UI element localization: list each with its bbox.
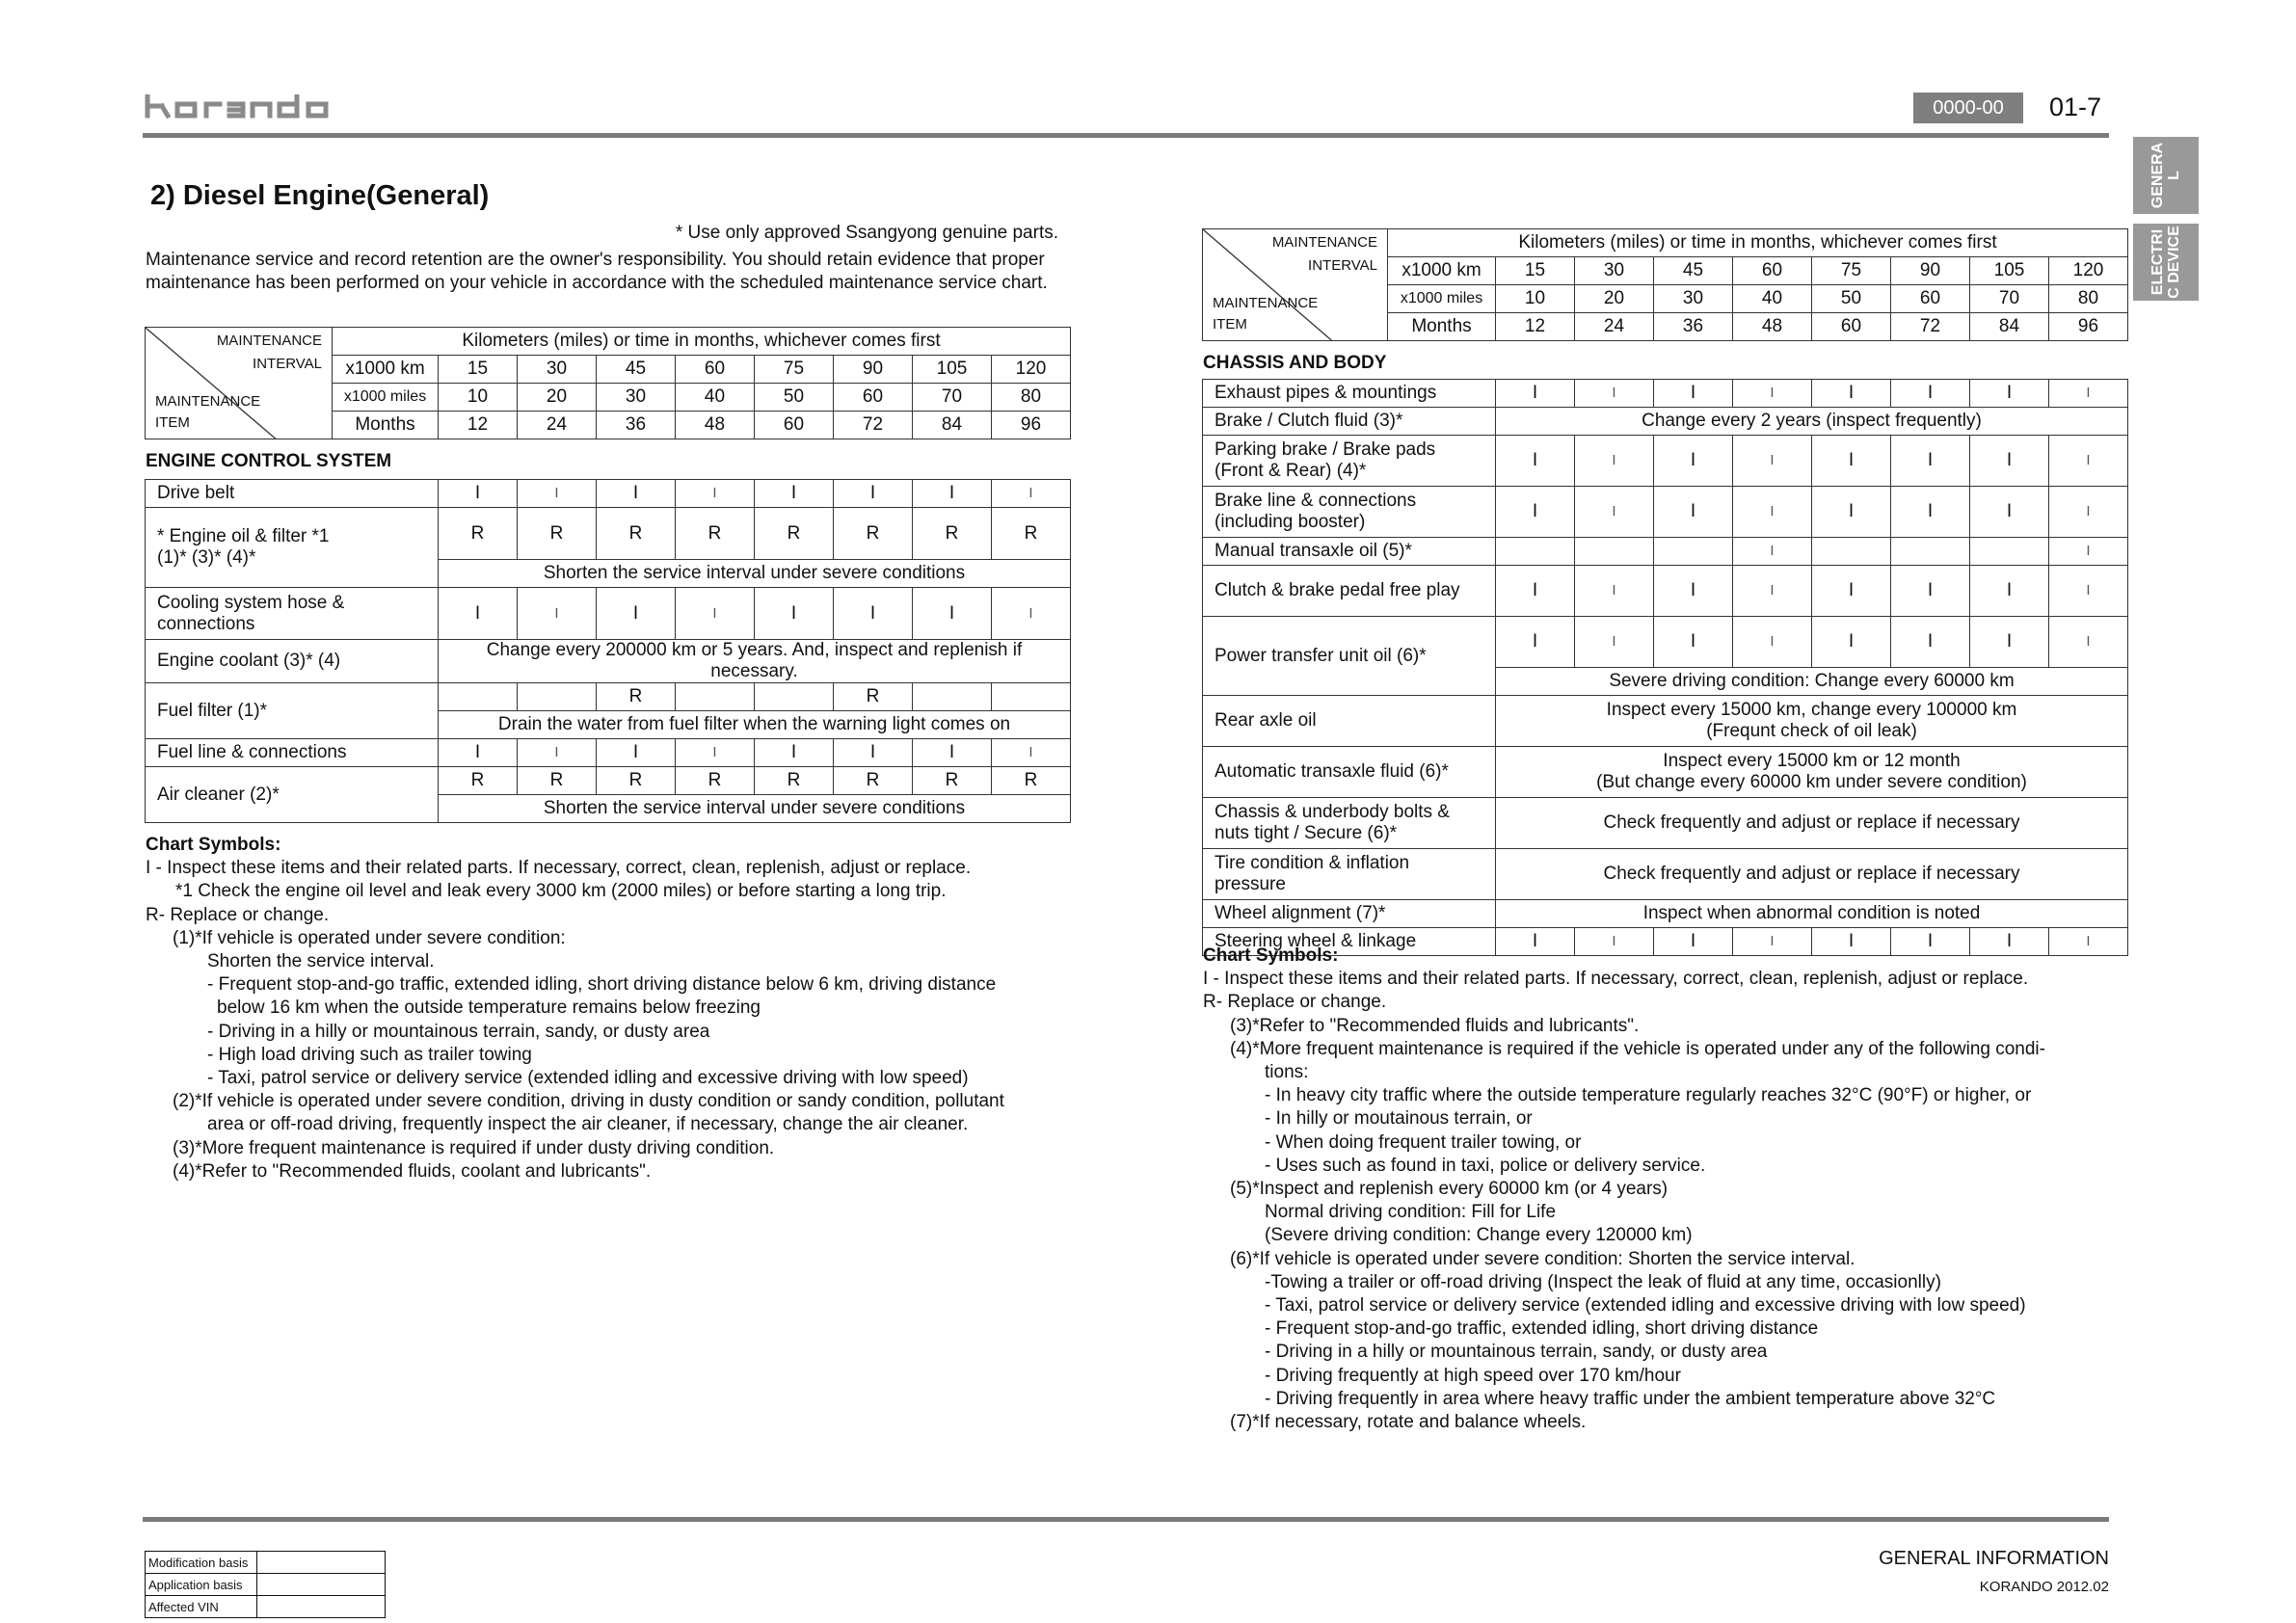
schedule-cell (1891, 538, 1970, 566)
genuine-parts-note: * Use only approved Ssangyong genuine parts. (675, 223, 1058, 243)
schedule-cell: I (1575, 617, 1654, 668)
chart-symbol-line: - Driving in a hilly or mountainous terrain, sandy, or dusty area (1265, 1342, 1768, 1363)
schedule-item-label: Brake / Clutch fluid (3)* (1203, 408, 1496, 436)
schedule-item-label: Tire condition & inflation pressure (1203, 849, 1496, 900)
schedule-cell: I (1970, 566, 2049, 617)
chart-symbol-line: Shorten the service interval. (207, 951, 435, 972)
doc-code-badge: 0000-00 (1913, 93, 2023, 123)
application-basis-value (257, 1574, 386, 1596)
interval-months-value: 84 (1970, 313, 2049, 341)
interval-label-months: Months (333, 412, 439, 439)
interval-months-value: 84 (913, 412, 992, 439)
interval-months-value: 60 (1812, 313, 1891, 341)
chart-symbol-line: - Driving frequently in area where heavy traffic under the ambient temperature above 32°C (1265, 1388, 1996, 1409)
schedule-cell: I (992, 588, 1071, 640)
schedule-cell: I (913, 739, 992, 767)
schedule-cell: I (1891, 380, 1970, 408)
interval-miles-value: 30 (597, 384, 676, 412)
schedule-cell: I (1970, 617, 2049, 668)
schedule-cell: R (676, 508, 755, 560)
chart-symbol-line: - High load driving such as trailer towing (207, 1044, 532, 1065)
chart-symbol-line: -Towing a trailer or off-road driving (Inspect the leak of fluid at any time, occasionlly) (1265, 1271, 1941, 1292)
chassis-and-body-heading: CHASSIS AND BODY (1203, 353, 1387, 373)
page-number: 01-7 (2049, 93, 2102, 121)
chart-symbol-line: I - Inspect these items and their related parts. If necessary, correct, clean, replenish, adjust or replace. (146, 858, 972, 879)
schedule-cell (1496, 538, 1575, 566)
schedule-cell: I (439, 739, 518, 767)
schedule-row-note: Shorten the service interval under severe conditions (439, 795, 1071, 823)
interval-miles-value: 40 (676, 384, 755, 412)
schedule-row (146, 640, 1071, 683)
schedule-cell: I (913, 588, 992, 640)
schedule-row (1203, 849, 2128, 900)
schedule-item-label: Fuel line & connections (146, 739, 439, 767)
schedule-cell: I (1496, 436, 1575, 487)
schedule-cell: I (1970, 928, 2049, 956)
chart-symbol-line: (1)*If vehicle is operated under severe condition: (173, 927, 566, 948)
maintenance-interval-diagonal-cell (146, 328, 333, 439)
schedule-cell: R (913, 767, 992, 795)
schedule-cell: R (755, 767, 834, 795)
interval-km-value: 90 (1891, 257, 1970, 285)
schedule-cell: I (2049, 617, 2128, 668)
chart-symbol-line: - Taxi, patrol service or delivery service (extended idling and excessive driving with low speed) (207, 1068, 969, 1089)
header-rule (143, 133, 2109, 138)
interval-caption-row (1203, 229, 2128, 257)
schedule-cell: I (2049, 566, 2128, 617)
interval-miles-value: 80 (992, 384, 1071, 412)
schedule-row (1203, 566, 2128, 617)
schedule-cell: I (1891, 487, 1970, 538)
interval-km-value: 60 (1733, 257, 1812, 285)
schedule-cell: I (1496, 617, 1575, 668)
interval-miles-value: 20 (518, 384, 597, 412)
interval-months-value: 72 (834, 412, 913, 439)
schedule-item-label: Rear axle oil (1203, 696, 1496, 747)
korando-logo (145, 94, 361, 120)
schedule-cell: I (439, 588, 518, 640)
schedule-item-label: Parking brake / Brake pads (Front & Rear) (4)* (1203, 436, 1496, 487)
interval-months-value: 24 (1575, 313, 1654, 341)
chart-symbol-line: - Taxi, patrol service or delivery service (extended idling and excessive driving with low speed) (1265, 1295, 2026, 1317)
chart-symbol-line: - Frequent stop-and-go traffic, extended idling, short driving distance below 6 km, driving distance (207, 974, 997, 996)
chart-symbol-line: - Frequent stop-and-go traffic, extended idling, short driving distance (1265, 1318, 1819, 1340)
schedule-item-label: Exhaust pipes & mountings (1203, 380, 1496, 408)
schedule-cell: I (597, 588, 676, 640)
schedule-cell: R (676, 767, 755, 795)
interval-label-months: Months (1388, 313, 1496, 341)
schedule-cell: R (834, 508, 913, 560)
schedule-cell: I (2049, 928, 2128, 956)
chart-symbol-line: area or off-road driving, frequently inspect the air cleaner, if necessary, change the air cleaner. (207, 1114, 969, 1135)
interval-months-value: 12 (439, 412, 518, 439)
interval-months-value: 36 (597, 412, 676, 439)
diag-maintenance-label: MAINTENANCE (216, 333, 322, 349)
schedule-item-label: Manual transaxle oil (5)* (1203, 538, 1496, 566)
schedule-cell: R (518, 508, 597, 560)
schedule-cell: I (1812, 617, 1891, 668)
schedule-cell: I (1496, 487, 1575, 538)
diag-item-label: ITEM (155, 414, 190, 431)
chart-symbol-line: - Driving in a hilly or mountainous terrain, sandy, or dusty area (207, 1021, 710, 1042)
schedule-row-note: Shorten the service interval under severe conditions (439, 560, 1071, 588)
footer-title: GENERAL INFORMATION (1879, 1548, 2109, 1569)
interval-miles-value: 80 (2049, 285, 2128, 313)
schedule-cell: I (597, 739, 676, 767)
schedule-cell: I (2049, 487, 2128, 538)
schedule-cell: R (992, 508, 1071, 560)
schedule-cell: I (1891, 436, 1970, 487)
chassis-body-table (1202, 379, 2128, 956)
diag-maintenance-item-label: MAINTENANCE (1213, 295, 1319, 311)
schedule-row (1203, 747, 2128, 798)
schedule-cell: I (834, 739, 913, 767)
chart-symbol-line: Normal driving condition: Fill for Life (1265, 1202, 1557, 1223)
footer-rule (143, 1517, 2109, 1522)
affected-vin-label: Affected VIN (146, 1596, 257, 1618)
interval-km-value: 30 (1575, 257, 1654, 285)
interval-miles-value: 70 (1970, 285, 2049, 313)
interval-miles-value: 30 (1654, 285, 1733, 313)
left-interval-header-table (145, 327, 1071, 467)
schedule-row (1203, 436, 2128, 487)
schedule-cell: I (755, 588, 834, 640)
chart-symbol-line: - Driving frequently at high speed over 170 km/hour (1265, 1365, 1681, 1386)
schedule-cell: I (913, 480, 992, 508)
schedule-cell: I (2049, 436, 2128, 487)
schedule-cell: R (518, 767, 597, 795)
interval-months-value: 48 (1733, 313, 1812, 341)
interval-miles-value: 60 (1891, 285, 1970, 313)
schedule-cell: I (1733, 566, 1812, 617)
schedule-row (1203, 696, 2128, 747)
interval-label-miles: x1000 miles (1388, 285, 1496, 313)
schedule-cell (755, 683, 834, 711)
schedule-cell: I (1654, 436, 1733, 487)
schedule-item-label: Steering wheel & linkage (1203, 928, 1496, 956)
schedule-cell: R (597, 767, 676, 795)
affected-vin-value (257, 1596, 386, 1618)
schedule-cell: I (1654, 380, 1733, 408)
chart-symbol-line: Chart Symbols: (146, 835, 281, 855)
interval-months-value: 72 (1891, 313, 1970, 341)
side-tab-general-label: GENERA L (2149, 142, 2182, 209)
side-tab-electric-label: ELECTRI C DEVICE (2149, 226, 2182, 299)
schedule-cell: R (439, 767, 518, 795)
interval-km-value: 15 (1496, 257, 1575, 285)
schedule-row (1203, 380, 2128, 408)
schedule-cell: I (1654, 617, 1733, 668)
interval-km-value: 105 (913, 356, 992, 384)
schedule-row-note: Severe driving condition: Change every 60000 km (1496, 668, 2128, 696)
interval-km-value: 30 (518, 356, 597, 384)
chart-symbol-line: (6)*If vehicle is operated under severe condition: Shorten the service interval. (1230, 1248, 1855, 1269)
schedule-item-label: Air cleaner (2)* (146, 767, 439, 823)
interval-label-miles: x1000 miles (333, 384, 439, 412)
schedule-item-label: Wheel alignment (7)* (1203, 900, 1496, 928)
interval-label-km: x1000 km (333, 356, 439, 384)
section-title: 2) Diesel Engine(General) (150, 180, 490, 211)
schedule-cell: I (1970, 380, 2049, 408)
schedule-cell: I (1575, 436, 1654, 487)
side-tab-electric-device[interactable] (2133, 224, 2199, 301)
interval-months-value: 48 (676, 412, 755, 439)
schedule-cell: R (439, 508, 518, 560)
schedule-cell: I (755, 480, 834, 508)
interval-months-value: 24 (518, 412, 597, 439)
interval-miles-value: 60 (834, 384, 913, 412)
modification-table (145, 1551, 386, 1618)
schedule-row (1203, 487, 2128, 538)
schedule-cell: I (2049, 380, 2128, 408)
diag-interval-label: INTERVAL (253, 356, 322, 372)
application-basis-label: Application basis (146, 1574, 257, 1596)
schedule-row-note: Drain the water from fuel filter when the warning light comes on (439, 711, 1071, 739)
schedule-row (1203, 798, 2128, 849)
schedule-cell: I (676, 739, 755, 767)
schedule-row (146, 508, 1071, 560)
interval-months-value: 36 (1654, 313, 1733, 341)
interval-km-value: 75 (1812, 257, 1891, 285)
footer-model: KORANDO 2012.02 (1979, 1579, 2109, 1595)
schedule-cell: I (992, 739, 1071, 767)
schedule-item-label: Brake line & connections (including booster) (1203, 487, 1496, 538)
left-chart-symbols (146, 834, 1004, 1184)
schedule-row (146, 739, 1071, 767)
schedule-row (1203, 538, 2128, 566)
chart-symbol-line: - In hilly or moutainous terrain, or (1265, 1108, 1533, 1130)
right-chart-symbols (1203, 945, 2045, 1434)
schedule-item-label: Fuel filter (1)* (146, 683, 439, 739)
chart-symbol-line: R- Replace or change. (146, 904, 330, 925)
interval-miles-value: 20 (1575, 285, 1654, 313)
interval-months-value: 12 (1496, 313, 1575, 341)
schedule-cell: I (755, 739, 834, 767)
schedule-item-label: Engine coolant (3)* (4) (146, 640, 439, 683)
schedule-cell: I (518, 739, 597, 767)
interval-miles-value: 40 (1733, 285, 1812, 313)
interval-miles-value: 10 (1496, 285, 1575, 313)
chart-symbol-line: (4)*More frequent maintenance is required if the vehicle is operated under any of the following condi- (1230, 1038, 2045, 1059)
schedule-cell: I (439, 480, 518, 508)
intro-paragraph: Maintenance service and record retention are the owner's responsibility. You should retain evidence that proper maintenance has been performed on your vehicle in accordance with the scheduled maintenance service chart. (146, 250, 1048, 293)
schedule-cell (1970, 538, 2049, 566)
schedule-cell (992, 683, 1071, 711)
schedule-cell (439, 683, 518, 711)
schedule-cell: I (1733, 928, 1812, 956)
chart-symbol-line: R- Replace or change. (1203, 992, 1387, 1013)
chart-symbol-line: - In heavy city traffic where the outside temperature regularly reaches 32°C (90°F) or higher, or (1265, 1085, 2032, 1106)
schedule-cell (676, 683, 755, 711)
schedule-cell: I (676, 588, 755, 640)
chart-symbol-line: *1 Check the engine oil level and leak every 3000 km (2000 miles) or before starting a long trip. (175, 881, 947, 902)
schedule-cell: R (834, 683, 913, 711)
chart-symbol-line: I - Inspect these items and their related parts. If necessary, correct, clean, replenish, adjust or replace. (1203, 969, 2029, 990)
interval-caption: Kilometers (miles) or time in months, whichever comes first (333, 328, 1071, 356)
schedule-cell: I (1654, 566, 1733, 617)
interval-km-value: 120 (2049, 257, 2128, 285)
schedule-cell (1575, 538, 1654, 566)
side-tab-general[interactable] (2133, 137, 2199, 214)
chart-symbol-line: - When doing frequent trailer towing, or (1265, 1131, 1582, 1153)
schedule-cell: I (518, 480, 597, 508)
schedule-cell: I (1654, 928, 1733, 956)
interval-label-km: x1000 km (1388, 257, 1496, 285)
schedule-cell: I (1812, 436, 1891, 487)
diag-item-label: ITEM (1213, 316, 1247, 333)
schedule-span-note: Change every 2 years (inspect frequently) (1496, 408, 2128, 436)
interval-km-value: 60 (676, 356, 755, 384)
schedule-cell: R (597, 683, 676, 711)
schedule-span-note: Inspect every 15000 km or 12 month (But change every 60000 km under severe condition) (1496, 747, 2128, 798)
chart-symbol-line: Chart Symbols: (1203, 945, 1339, 966)
schedule-span-note: Inspect every 15000 km, change every 100000 km (Frequnt check of oil leak) (1496, 696, 2128, 747)
schedule-cell: I (1970, 487, 2049, 538)
schedule-span-note: Change every 200000 km or 5 years. And, inspect and replenish if necessary. (439, 640, 1071, 683)
modification-basis-label: Modification basis (146, 1552, 257, 1574)
schedule-cell: I (1496, 380, 1575, 408)
interval-caption: Kilometers (miles) or time in months, whichever comes first (1388, 229, 2128, 257)
schedule-row (1203, 408, 2128, 436)
schedule-cell: I (676, 480, 755, 508)
schedule-cell: I (1970, 436, 2049, 487)
schedule-cell: I (518, 588, 597, 640)
schedule-row (146, 480, 1071, 508)
schedule-cell: I (2049, 538, 2128, 566)
schedule-item-label: Chassis & underbody bolts & nuts tight / Secure (6)* (1203, 798, 1496, 849)
schedule-cell: I (834, 588, 913, 640)
schedule-cell: I (1891, 617, 1970, 668)
interval-miles-value: 70 (913, 384, 992, 412)
interval-km-value: 90 (834, 356, 913, 384)
maintenance-interval-diagonal-cell (1203, 229, 1388, 341)
schedule-cell: I (1575, 380, 1654, 408)
schedule-cell: I (834, 480, 913, 508)
schedule-cell: I (1891, 566, 1970, 617)
right-interval-header-table (1202, 228, 2128, 369)
schedule-cell: R (755, 508, 834, 560)
schedule-cell (1654, 538, 1733, 566)
schedule-cell: I (1891, 928, 1970, 956)
schedule-cell: I (1496, 928, 1575, 956)
schedule-cell (1812, 538, 1891, 566)
schedule-cell: I (1496, 566, 1575, 617)
schedule-cell: I (1575, 566, 1654, 617)
schedule-row (1203, 900, 2128, 928)
chart-symbol-line: (3)*Refer to "Recommended fluids and lubricants". (1230, 1015, 1640, 1036)
chart-symbol-line: tions: (1265, 1062, 1309, 1083)
chart-symbol-line: (3)*More frequent maintenance is required if under dusty driving condition. (173, 1137, 775, 1158)
schedule-cell: I (1733, 617, 1812, 668)
interval-km-value: 105 (1970, 257, 2049, 285)
schedule-cell: I (1575, 928, 1654, 956)
schedule-item-label: Cooling system hose & connections (146, 588, 439, 640)
schedule-cell: R (992, 767, 1071, 795)
schedule-item-label: Clutch & brake pedal free play (1203, 566, 1496, 617)
interval-km-value: 45 (1654, 257, 1733, 285)
chart-symbol-line: below 16 km when the outside temperature remains below freezing (217, 998, 761, 1019)
schedule-cell: R (834, 767, 913, 795)
diag-maintenance-item-label: MAINTENANCE (155, 393, 261, 410)
chart-symbol-line: (7)*If necessary, rotate and balance wheels. (1230, 1412, 1587, 1433)
schedule-cell: I (597, 480, 676, 508)
schedule-cell: I (1733, 380, 1812, 408)
interval-months-value: 96 (992, 412, 1071, 439)
schedule-span-note: Check frequently and adjust or replace if necessary (1496, 798, 2128, 849)
schedule-row (1203, 617, 2128, 668)
schedule-item-label: Power transfer unit oil (6)* (1203, 617, 1496, 696)
schedule-cell: I (992, 480, 1071, 508)
diag-interval-label: INTERVAL (1308, 257, 1377, 274)
schedule-cell: I (1733, 538, 1812, 566)
schedule-cell (913, 683, 992, 711)
interval-months-value: 60 (755, 412, 834, 439)
chart-symbol-line: (5)*Inspect and replenish every 60000 km (or 4 years) (1230, 1179, 1669, 1200)
schedule-cell: I (1654, 487, 1733, 538)
schedule-cell: I (1575, 487, 1654, 538)
schedule-row (146, 588, 1071, 640)
chart-symbol-line: - Uses such as found in taxi, police or delivery service. (1265, 1155, 1706, 1176)
chart-symbol-line: (4)*Refer to "Recommended fluids, coolant and lubricants". (173, 1160, 652, 1182)
interval-km-value: 45 (597, 356, 676, 384)
schedule-cell: I (1812, 928, 1891, 956)
schedule-span-note: Inspect when abnormal condition is noted (1496, 900, 2128, 928)
schedule-cell: I (1812, 487, 1891, 538)
schedule-cell: I (1733, 436, 1812, 487)
schedule-cell (518, 683, 597, 711)
interval-miles-value: 50 (1812, 285, 1891, 313)
chart-symbol-line: (Severe driving condition: Change every 120000 km) (1265, 1225, 1693, 1246)
interval-months-value: 96 (2049, 313, 2128, 341)
interval-miles-value: 10 (439, 384, 518, 412)
schedule-cell: R (597, 508, 676, 560)
schedule-cell: I (1733, 487, 1812, 538)
schedule-cell: I (1812, 566, 1891, 617)
schedule-span-note: Check frequently and adjust or replace if necessary (1496, 849, 2128, 900)
interval-km-value: 15 (439, 356, 518, 384)
interval-km-value: 75 (755, 356, 834, 384)
interval-km-value: 120 (992, 356, 1071, 384)
engine-control-table (145, 479, 1071, 823)
modification-basis-value (257, 1552, 386, 1574)
schedule-cell: I (1812, 380, 1891, 408)
interval-miles-value: 50 (755, 384, 834, 412)
schedule-item-label: Drive belt (146, 480, 439, 508)
schedule-row (146, 683, 1071, 711)
interval-caption-row (146, 328, 1071, 356)
schedule-item-label: * Engine oil & filter *1 (1)* (3)* (4)* (146, 508, 439, 588)
schedule-cell: R (913, 508, 992, 560)
diag-maintenance-label: MAINTENANCE (1271, 234, 1377, 251)
chart-symbol-line: (2)*If vehicle is operated under severe condition, driving in dusty condition or sandy condition, pollutant (173, 1091, 1004, 1112)
engine-control-system-heading: ENGINE CONTROL SYSTEM (146, 451, 392, 471)
schedule-row (146, 767, 1071, 795)
schedule-item-label: Automatic transaxle fluid (6)* (1203, 747, 1496, 798)
